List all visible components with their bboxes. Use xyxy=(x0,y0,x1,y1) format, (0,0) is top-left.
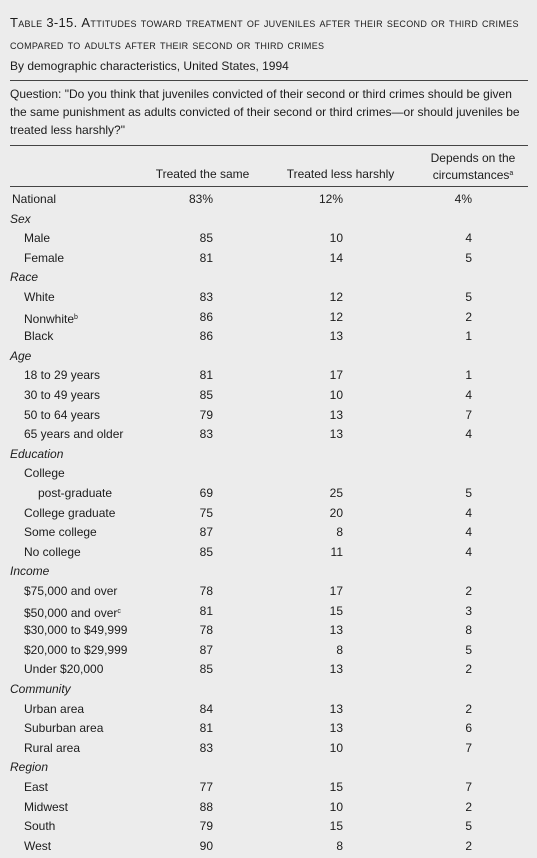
row-label-text: Midwest xyxy=(24,799,69,814)
table-title xyxy=(10,12,530,56)
value-cell: 79 xyxy=(199,407,213,422)
table-row xyxy=(0,386,537,406)
value-cell: 12% xyxy=(318,192,343,206)
row-label xyxy=(24,700,84,720)
value-cell: 8 xyxy=(465,623,472,638)
row-label xyxy=(10,680,71,700)
table-row xyxy=(0,817,537,837)
row-label-text: post-graduate xyxy=(38,486,113,500)
value-cell: 2 xyxy=(465,662,472,677)
category-heading xyxy=(0,445,537,465)
divider xyxy=(10,145,528,146)
value-cell: 13 xyxy=(329,721,343,736)
table-row xyxy=(0,602,537,622)
value-cell: 83 xyxy=(199,290,213,304)
row-label xyxy=(24,543,81,563)
value-cell: 3 xyxy=(465,603,472,618)
row-label-text: West xyxy=(24,838,52,853)
column-header-depends xyxy=(418,150,528,183)
value-cell: 2 xyxy=(465,309,472,324)
row-label xyxy=(10,758,48,778)
row-label-text: Region xyxy=(10,760,49,775)
value-cell: 15 xyxy=(329,603,343,618)
value-cell: 2 xyxy=(465,701,472,716)
table-row xyxy=(0,504,537,524)
table-number: Table 3-15. xyxy=(10,15,78,30)
value-cell: 4 xyxy=(465,525,472,540)
value-cell: 13 xyxy=(329,701,343,716)
row-label xyxy=(24,366,100,386)
row-label xyxy=(24,464,65,484)
row-label-text: South xyxy=(24,819,56,834)
table-subtitle: By demographic characteristics, United States, 1994 xyxy=(10,59,289,73)
table-row xyxy=(0,660,537,680)
value-cell: 13 xyxy=(329,407,343,422)
value-cell: 20 xyxy=(329,505,343,520)
value-cell: 4 xyxy=(465,427,472,442)
category-heading xyxy=(0,347,537,367)
value-cell: 17 xyxy=(329,368,343,383)
table-row xyxy=(0,308,537,328)
row-label-text: College xyxy=(24,466,65,481)
value-cell: 7 xyxy=(465,407,472,422)
value-cell: 2 xyxy=(465,838,472,853)
row-label-text: Male xyxy=(24,231,51,246)
row-label xyxy=(24,660,103,680)
value-cell: 14 xyxy=(329,250,343,265)
row-label xyxy=(24,288,55,308)
value-cell: 78 xyxy=(199,584,213,598)
row-label-text: Income xyxy=(10,564,50,579)
value-cell: 15 xyxy=(329,780,343,794)
row-label-text: $30,000 to $49,999 xyxy=(24,623,128,638)
value-cell: 2 xyxy=(465,584,472,598)
value-cell: 84 xyxy=(199,701,213,716)
value-cell: 5 xyxy=(465,486,472,500)
row-label xyxy=(10,562,49,582)
value-cell: 83 xyxy=(199,427,213,442)
row-label xyxy=(24,798,68,818)
value-cell: 11 xyxy=(330,544,343,559)
value-cell: 86 xyxy=(199,309,213,324)
row-label-text: Some college xyxy=(24,525,97,540)
row-label-text: 30 to 49 years xyxy=(24,388,101,402)
value-cell: 13 xyxy=(329,329,343,344)
value-cell: 1 xyxy=(465,368,472,383)
value-cell: 85 xyxy=(199,544,213,559)
row-label-text: $20,000 to $29,999 xyxy=(24,642,128,657)
row-label-text: Female xyxy=(24,250,65,265)
value-cell: 75 xyxy=(199,505,213,520)
table-row xyxy=(0,484,537,504)
table-row xyxy=(0,543,537,563)
table-row xyxy=(0,249,537,269)
row-label-text: East xyxy=(24,780,49,794)
row-label-text: Urban area xyxy=(24,701,85,716)
row-label xyxy=(24,386,100,406)
value-cell: 85 xyxy=(199,662,213,677)
row-label xyxy=(24,406,100,426)
value-cell: 5 xyxy=(465,250,472,265)
column-footnote-marker: a xyxy=(509,170,514,177)
value-cell: 81 xyxy=(199,250,213,265)
row-label xyxy=(24,504,115,524)
row-label-text: 65 years and older xyxy=(24,427,124,442)
row-label xyxy=(24,327,53,347)
value-cell: 4 xyxy=(465,231,472,246)
value-cell: 17 xyxy=(329,584,343,598)
value-cell: 83% xyxy=(188,192,213,206)
table-row xyxy=(0,641,537,661)
row-label xyxy=(10,210,31,230)
table-row xyxy=(0,288,537,308)
table-row xyxy=(0,327,537,347)
row-label xyxy=(24,621,127,641)
table-row xyxy=(0,190,537,210)
value-cell: 85 xyxy=(199,231,213,246)
value-cell: 81 xyxy=(199,603,213,618)
row-label xyxy=(10,445,63,465)
value-cell: 86 xyxy=(199,329,213,344)
row-label xyxy=(24,602,121,624)
value-cell: 8 xyxy=(336,838,343,853)
row-label xyxy=(38,484,112,504)
table-title-text: Attitudes toward treatment of juveniles after their second or third crimes compared to adults after their second or third crimes xyxy=(10,15,519,52)
category-heading xyxy=(0,210,537,230)
row-label-text: Education xyxy=(10,446,64,461)
footnote-marker: c xyxy=(117,607,121,615)
value-cell: 69 xyxy=(199,486,213,500)
column-header-less-harshly: Treated less harshly xyxy=(286,167,395,181)
row-label xyxy=(24,582,117,602)
table-row xyxy=(0,700,537,720)
table-row xyxy=(0,582,537,602)
value-cell: 87 xyxy=(199,525,213,540)
category-heading xyxy=(0,758,537,778)
row-label xyxy=(10,268,38,288)
row-label xyxy=(24,229,50,249)
table-row xyxy=(0,425,537,445)
row-label-text: 18 to 29 years xyxy=(24,368,101,383)
row-label-text: $50,000 and over xyxy=(24,605,118,620)
value-cell: 12 xyxy=(329,290,343,304)
row-label-text: No college xyxy=(24,544,81,559)
table-row xyxy=(0,523,537,543)
value-cell: 4 xyxy=(465,388,472,402)
row-label-text: 50 to 64 years xyxy=(24,407,101,422)
value-cell: 10 xyxy=(329,231,343,246)
table-row xyxy=(0,798,537,818)
value-cell: 13 xyxy=(329,623,343,638)
column-header-depends-text: Depends on the circumstances xyxy=(430,151,516,182)
survey-question: Question: "Do you think that juveniles convicted of their second or third crimes should be given the same punishment as adults convicted of their second or third crimes—or should juveniles be treated less harshly?" xyxy=(10,87,520,137)
column-header-same: Treated the same xyxy=(155,167,250,181)
value-cell: 25 xyxy=(329,486,343,500)
value-cell: 5 xyxy=(465,290,472,304)
table-row xyxy=(0,366,537,386)
value-cell: 4% xyxy=(454,192,472,206)
category-heading xyxy=(0,680,537,700)
row-label-text: Suburban area xyxy=(24,721,104,736)
value-cell: 13 xyxy=(329,427,343,442)
row-label-text: National xyxy=(12,192,57,206)
value-cell: 15 xyxy=(329,819,343,834)
value-cell: 8 xyxy=(336,525,343,540)
value-cell: 85 xyxy=(199,388,213,402)
row-label-text: Race xyxy=(10,270,39,285)
value-cell: 10 xyxy=(329,799,343,814)
value-cell: 6 xyxy=(465,721,472,736)
row-label-text: White xyxy=(24,290,55,304)
row-label-text: Community xyxy=(10,682,71,696)
value-cell: 90 xyxy=(199,838,213,853)
row-label xyxy=(24,249,64,269)
row-label xyxy=(24,837,51,857)
category-heading xyxy=(0,562,537,582)
row-label-text: Black xyxy=(24,329,54,344)
value-cell: 12 xyxy=(329,309,343,324)
table-row xyxy=(0,229,537,249)
row-label-text: $75,000 and over xyxy=(24,584,118,598)
table-row xyxy=(0,778,537,798)
table-row xyxy=(0,837,537,857)
value-cell: 5 xyxy=(465,819,472,834)
value-cell: 5 xyxy=(465,642,472,657)
value-cell: 2 xyxy=(465,799,472,814)
value-cell: 87 xyxy=(199,642,213,657)
value-cell: 81 xyxy=(199,721,213,736)
table-row xyxy=(0,464,537,484)
footnote-marker: b xyxy=(74,313,78,321)
row-label-text: College graduate xyxy=(24,505,116,520)
value-cell: 7 xyxy=(465,780,472,794)
row-label xyxy=(24,739,80,759)
value-cell: 78 xyxy=(199,623,213,638)
row-label xyxy=(24,778,48,798)
table-row xyxy=(0,621,537,641)
value-cell: 7 xyxy=(465,740,472,755)
row-label xyxy=(10,347,31,367)
row-label-text: Nonwhite xyxy=(24,311,75,326)
category-heading xyxy=(0,268,537,288)
table-row xyxy=(0,719,537,739)
value-cell: 88 xyxy=(199,799,213,814)
row-label xyxy=(24,719,103,739)
table-row xyxy=(0,739,537,759)
value-cell: 10 xyxy=(329,740,343,755)
value-cell: 79 xyxy=(199,819,213,834)
row-label-text: Sex xyxy=(10,211,31,226)
value-cell: 77 xyxy=(199,780,213,794)
value-cell: 10 xyxy=(329,388,343,402)
value-cell: 4 xyxy=(465,544,472,559)
divider xyxy=(10,80,528,81)
value-cell: 4 xyxy=(465,505,472,520)
row-label xyxy=(12,190,56,210)
row-label-text: Rural area xyxy=(24,740,81,755)
row-label xyxy=(24,425,123,445)
row-label-text: Age xyxy=(10,348,32,363)
row-label xyxy=(24,817,55,837)
value-cell: 13 xyxy=(329,662,343,677)
value-cell: 8 xyxy=(336,642,343,657)
value-cell: 83 xyxy=(199,740,213,755)
row-label xyxy=(24,308,78,330)
value-cell: 81 xyxy=(199,368,213,383)
value-cell: 1 xyxy=(465,329,472,344)
row-label xyxy=(24,523,97,543)
row-label-text: Under $20,000 xyxy=(24,662,104,677)
row-label xyxy=(24,641,127,661)
divider xyxy=(10,186,528,187)
table-row xyxy=(0,406,537,426)
